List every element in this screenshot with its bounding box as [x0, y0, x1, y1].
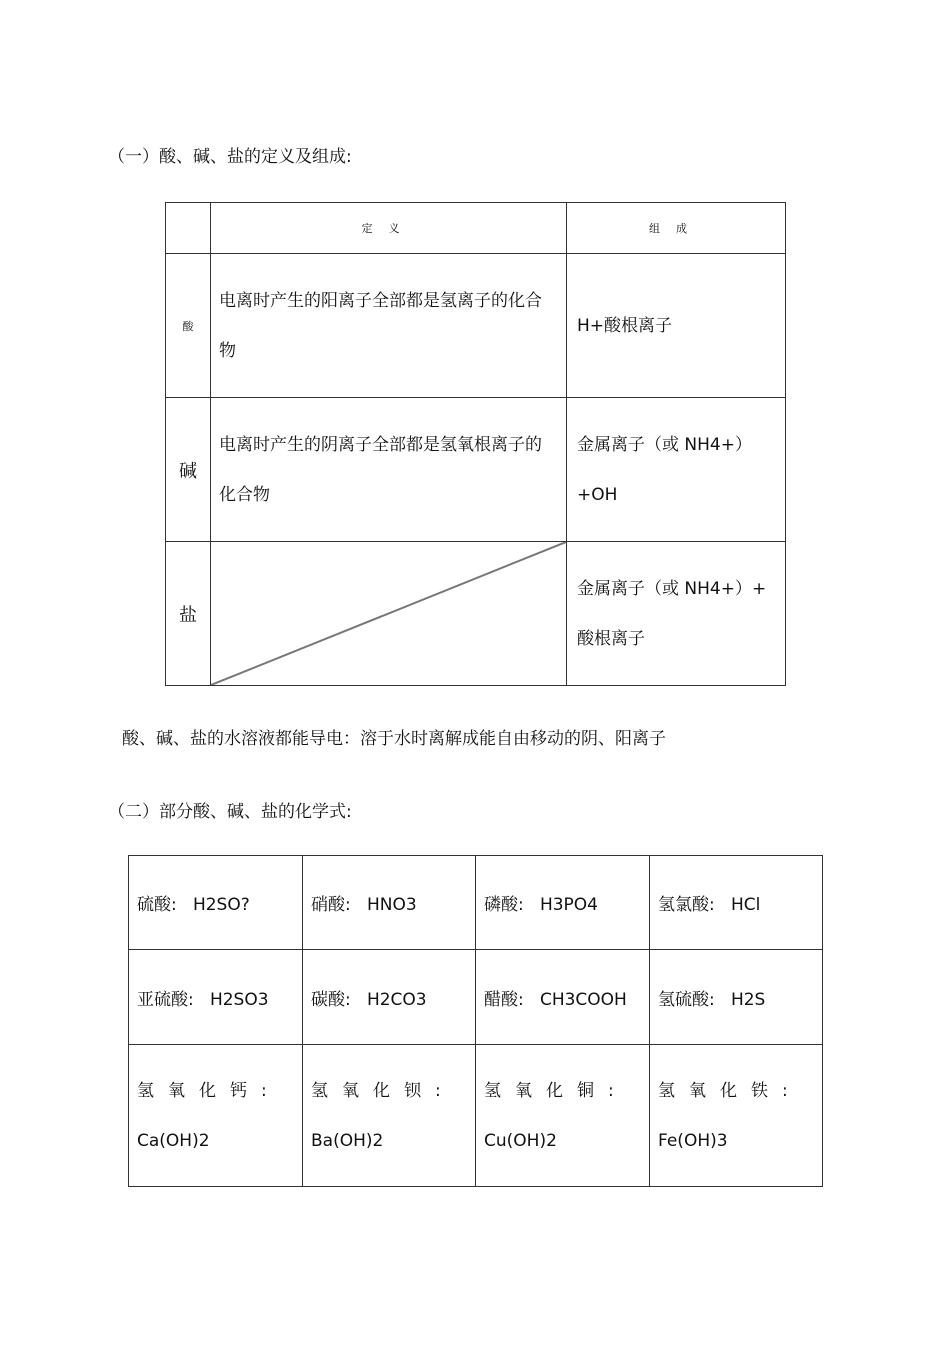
formula-cell-phosphoric-acid: 磷酸: H3PO4 [476, 856, 650, 950]
table-row [129, 1045, 823, 1187]
formula-cell-nitric-acid: 硝酸: HNO3 [303, 856, 476, 950]
formula-cell-calcium-hydroxide: 氢氧化钙: Ca(OH)2 [129, 1045, 303, 1187]
base-definition: 电离时产生的阴离子全部都是氢氧根离子的化合物 [211, 398, 567, 542]
section-2-heading: （二）部分酸、碱、盐的化学式: [108, 802, 352, 822]
definition-table [165, 202, 786, 686]
formula-cell-iron-hydroxide: 氢氧化铁: Fe(OH)3 [650, 1045, 823, 1187]
formula-cell-sulfurous-acid: 亚硫酸: H2SO3 [129, 950, 303, 1045]
formula-cell-hydrochloric-acid: 氢氯酸: HCl [650, 856, 823, 950]
row-label-acid: 酸 [166, 254, 211, 398]
formula-cell-hydrosulfuric-acid: 氢硫酸: H2S [650, 950, 823, 1045]
header-composition: 组成 [567, 203, 786, 254]
conductivity-note: 酸、碱、盐的水溶液都能导电：溶于水时离解成能自由移动的阴、阳离子 [122, 729, 666, 749]
acid-composition: H+酸根离子 [567, 254, 786, 398]
header-definition: 定义 [211, 203, 567, 254]
table-row-acid [166, 254, 786, 398]
formula-cell-carbonic-acid: 碳酸: H2CO3 [303, 950, 476, 1045]
diagonal-strike-line [211, 542, 566, 685]
row-label-base: 碱 [166, 398, 211, 542]
formula-table [128, 855, 823, 1187]
acid-definition: 电离时产生的阳离子全部都是氢离子的化合物 [211, 254, 567, 398]
header-blank-cell [166, 203, 211, 254]
formula-cell-copper-hydroxide: 氢氧化铜: Cu(OH)2 [476, 1045, 650, 1187]
row-label-salt: 盐 [166, 542, 211, 686]
table-row-salt [166, 542, 786, 686]
formula-cell-sulfuric-acid: 硫酸: H2SO? [129, 856, 303, 950]
salt-composition: 金属离子（或 NH4+）+ 酸根离子 [567, 542, 786, 686]
base-composition: 金属离子（或 NH4+）+OH [567, 398, 786, 542]
table-row [129, 950, 823, 1045]
formula-cell-barium-hydroxide: 氢氧化钡: Ba(OH)2 [303, 1045, 476, 1187]
table-row-base [166, 398, 786, 542]
salt-definition-empty-cell [211, 542, 567, 686]
section-1-heading: （一）酸、碱、盐的定义及组成: [108, 147, 352, 167]
table-row [129, 856, 823, 950]
formula-cell-acetic-acid: 醋酸: CH3COOH [476, 950, 650, 1045]
table-header-row [166, 203, 786, 254]
